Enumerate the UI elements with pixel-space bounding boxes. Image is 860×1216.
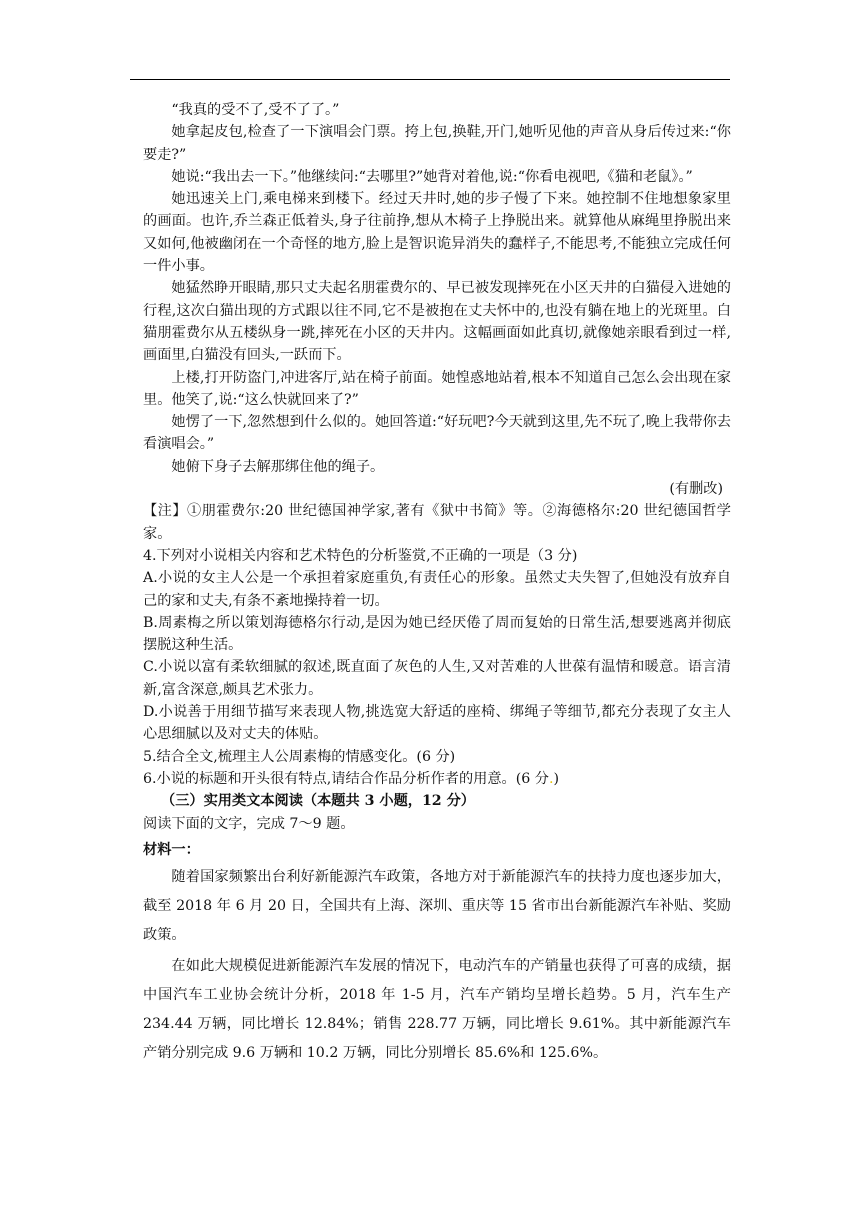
document-body — [143, 99, 731, 1068]
story-paragraph: 上楼,打开防盗门,冲进客厅,站在椅子前面。她惶惑地站着,根本不知道自己怎么会出现在家里。他笑了,说:“这么快就回来了?” — [143, 369, 731, 408]
question-6 — [143, 768, 731, 790]
annotation-note: 【注】①朋霍费尔:20 世纪德国神学家,著有《狱中书简》等。②海德格尔:20 世纪德国哲学家。 — [143, 503, 731, 542]
story-paragraph: 她猛然睁开眼睛,那只丈夫起名朋霍费尔的、早已被发现摔死在小区天井的白猫侵入进她的行程,这次白猫出现的方式跟以往不同,它不是被抱在丈夫怀中的,也没有躺在地上的光斑里。白猫朋霍费尔从五楼纵身一跳,摔死在小区的天井内。这幅画面如此真切,就像她亲眼看到过一样,画面里,白猫没有回头,一跃而下。 — [143, 280, 731, 364]
story-paragraph: “我真的受不了,受不了了。” — [171, 102, 340, 118]
option-d: D.小说善于用细节描写来表现人物,挑选宽大舒适的座椅、绑绳子等细节,都充分表现了女主人心思细腻以及对丈夫的体贴。 — [143, 704, 731, 743]
dot-mark-icon: . — [549, 770, 554, 787]
story-paragraph: 她说:“我出去一下。”他继续问:“去哪里?”她背对着他,说:“你看电视吧,《猫和老鼠》。” — [171, 168, 693, 185]
story-paragraph: 她拿起皮包,检查了一下演唱会门票。挎上包,换鞋,开门,她听见他的声音从身后传过来:“你要走?” — [143, 124, 731, 163]
section-instruction: 阅读下面的文字，完成 7～9 题。 — [143, 815, 355, 832]
section-heading: （三）实用类文本阅读（本题共 3 小题，12 分） — [161, 793, 475, 810]
option-b: B.周素梅之所以策划海德格尔行动,是因为她已经厌倦了周而复始的日常生活,想要逃离并彻底摆脱这种生活。 — [143, 614, 731, 654]
material-paragraph-1: 随着国家频繁出台利好新能源汽车政策，各地方对于新能源汽车的扶持力度也逐步加大，截至 2018 年 6 月 20 日，全国共有上海、深圳、重庆等 15 省市出台新能源汽车补贴、奖励政策。 — [143, 869, 731, 944]
question-6-text: 6.小说的标题和开头很有特点,请结合作品分析作者的用意。(6 分 — [143, 770, 549, 787]
question-6-end: ) — [553, 770, 560, 787]
question-4: 4.下列对小说相关内容和艺术特色的分析鉴赏,不正确的一项是（3 分) — [143, 547, 578, 564]
edited-note: (有删改) — [669, 481, 723, 498]
option-a: A.小说的女主人公是一个承担着家庭重负,有责任心的形象。虽然丈夫失智了,但她没有放弃自己的家和丈夫,有条不紊地操持着一切。 — [143, 570, 731, 609]
material-title: 材料一： — [143, 841, 200, 858]
story-paragraph: 她愣了一下,忽然想到什么似的。她回答道:“好玩吧?今天就到这里,先不玩了,晚上我带你去看演唱会。” — [143, 414, 731, 453]
story-paragraph: 她迅速关上门,乘电梯来到楼下。经过天井时,她的步子慢了下来。她控制不住地想象家里的画面。也许,乔兰森正低着头,身子往前挣,想从木椅子上挣脱出来。就算他从麻绳里挣脱出来又如何,他被幽闭在一个奇怪的地方,脸上是智识诡异消失的蠢样子,不能思考,不能独立完成任何一件小事。 — [143, 191, 731, 275]
material-paragraph-2: 在如此大规模促进新能源汽车发展的情况下，电动汽车的产销量也获得了可喜的成绩，据中国汽车工业协会统计分析，2018 年 1-5 月，汽车产销均呈增长趋势。5 月，汽车生产 234.44 万辆，同比增长 12.84%；销售 228.77 万辆，同比增长 9.61%。其中新能源汽车产销分别完成 9.6 万辆和 10.2 万辆，同比分别增长 85.6%和 125.6%。 — [143, 958, 731, 1062]
header-rule — [130, 79, 730, 80]
option-c: C.小说以富有柔软细腻的叙述,既直面了灰色的人生,又对苦难的人世葆有温情和暖意。语言清新,富含深意,颇具艺术张力。 — [143, 659, 731, 698]
story-paragraph: 她俯下身子去解那绑住他的绳子。 — [171, 458, 385, 475]
question-5: 5.结合全文,梳理主人公周素梅的情感变化。(6 分) — [143, 748, 456, 765]
